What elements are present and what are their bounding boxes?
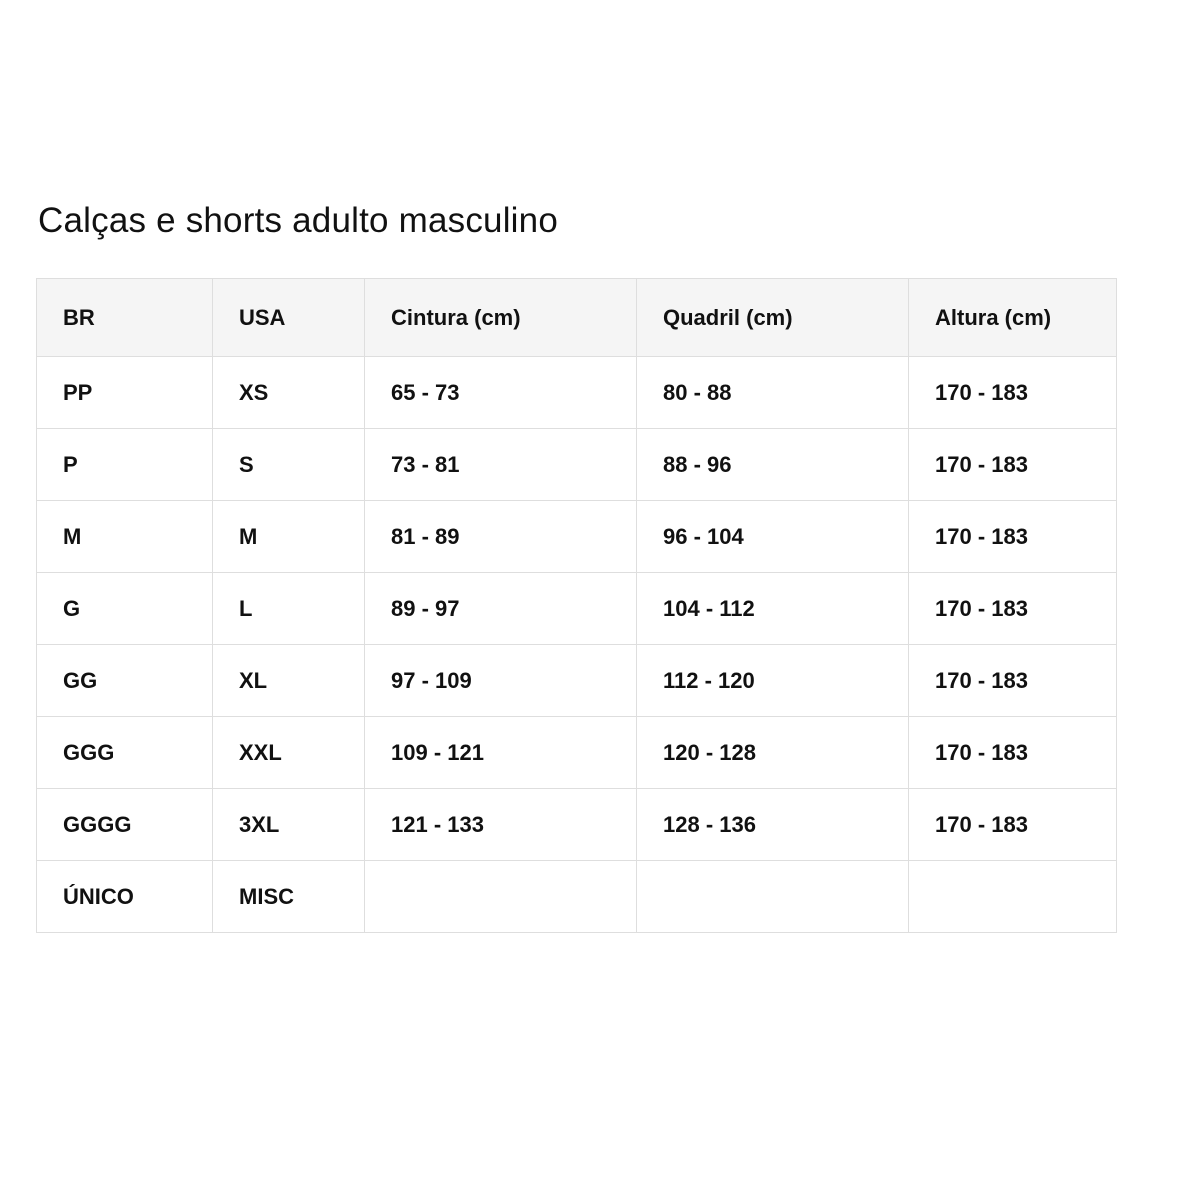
cell-altura: 170 - 183 bbox=[909, 357, 1117, 429]
table-row bbox=[37, 789, 1117, 861]
cell-altura: 170 - 183 bbox=[909, 429, 1117, 501]
cell-br: G bbox=[37, 573, 213, 645]
cell-usa: MISC bbox=[213, 861, 365, 933]
column-header-altura: Altura (cm) bbox=[909, 279, 1117, 357]
cell-usa: M bbox=[213, 501, 365, 573]
cell-altura: 170 - 183 bbox=[909, 501, 1117, 573]
cell-usa: 3XL bbox=[213, 789, 365, 861]
table-row bbox=[37, 717, 1117, 789]
size-chart-table bbox=[36, 278, 1117, 933]
cell-usa: L bbox=[213, 573, 365, 645]
table-body bbox=[37, 357, 1117, 933]
cell-quadril: 120 - 128 bbox=[637, 717, 909, 789]
cell-br: GGGG bbox=[37, 789, 213, 861]
cell-quadril: 88 - 96 bbox=[637, 429, 909, 501]
cell-usa: XL bbox=[213, 645, 365, 717]
cell-altura: 170 - 183 bbox=[909, 717, 1117, 789]
cell-quadril: 112 - 120 bbox=[637, 645, 909, 717]
cell-br: GGG bbox=[37, 717, 213, 789]
cell-altura: 170 - 183 bbox=[909, 789, 1117, 861]
column-header-br: BR bbox=[37, 279, 213, 357]
table-row bbox=[37, 645, 1117, 717]
column-header-cintura: Cintura (cm) bbox=[365, 279, 637, 357]
page-title: Calças e shorts adulto masculino bbox=[38, 201, 558, 240]
cell-cintura: 81 - 89 bbox=[365, 501, 637, 573]
column-header-usa: USA bbox=[213, 279, 365, 357]
cell-cintura: 73 - 81 bbox=[365, 429, 637, 501]
cell-quadril: 80 - 88 bbox=[637, 357, 909, 429]
cell-br: GG bbox=[37, 645, 213, 717]
cell-cintura: 89 - 97 bbox=[365, 573, 637, 645]
column-header-quadril: Quadril (cm) bbox=[637, 279, 909, 357]
cell-altura bbox=[909, 861, 1117, 933]
table-header-row bbox=[37, 279, 1117, 357]
table-row bbox=[37, 573, 1117, 645]
cell-br: P bbox=[37, 429, 213, 501]
cell-usa: S bbox=[213, 429, 365, 501]
cell-usa: XXL bbox=[213, 717, 365, 789]
cell-quadril bbox=[637, 861, 909, 933]
cell-br: ÚNICO bbox=[37, 861, 213, 933]
cell-quadril: 128 - 136 bbox=[637, 789, 909, 861]
cell-br: M bbox=[37, 501, 213, 573]
table-row bbox=[37, 357, 1117, 429]
cell-quadril: 96 - 104 bbox=[637, 501, 909, 573]
cell-cintura bbox=[365, 861, 637, 933]
cell-usa: XS bbox=[213, 357, 365, 429]
cell-cintura: 109 - 121 bbox=[365, 717, 637, 789]
cell-altura: 170 - 183 bbox=[909, 573, 1117, 645]
table-row bbox=[37, 861, 1117, 933]
table-row bbox=[37, 501, 1117, 573]
cell-cintura: 65 - 73 bbox=[365, 357, 637, 429]
cell-br: PP bbox=[37, 357, 213, 429]
content-area bbox=[36, 200, 1148, 933]
cell-altura: 170 - 183 bbox=[909, 645, 1117, 717]
cell-cintura: 121 - 133 bbox=[365, 789, 637, 861]
cell-quadril: 104 - 112 bbox=[637, 573, 909, 645]
cell-cintura: 97 - 109 bbox=[365, 645, 637, 717]
table-row bbox=[37, 429, 1117, 501]
table-header bbox=[37, 279, 1117, 357]
